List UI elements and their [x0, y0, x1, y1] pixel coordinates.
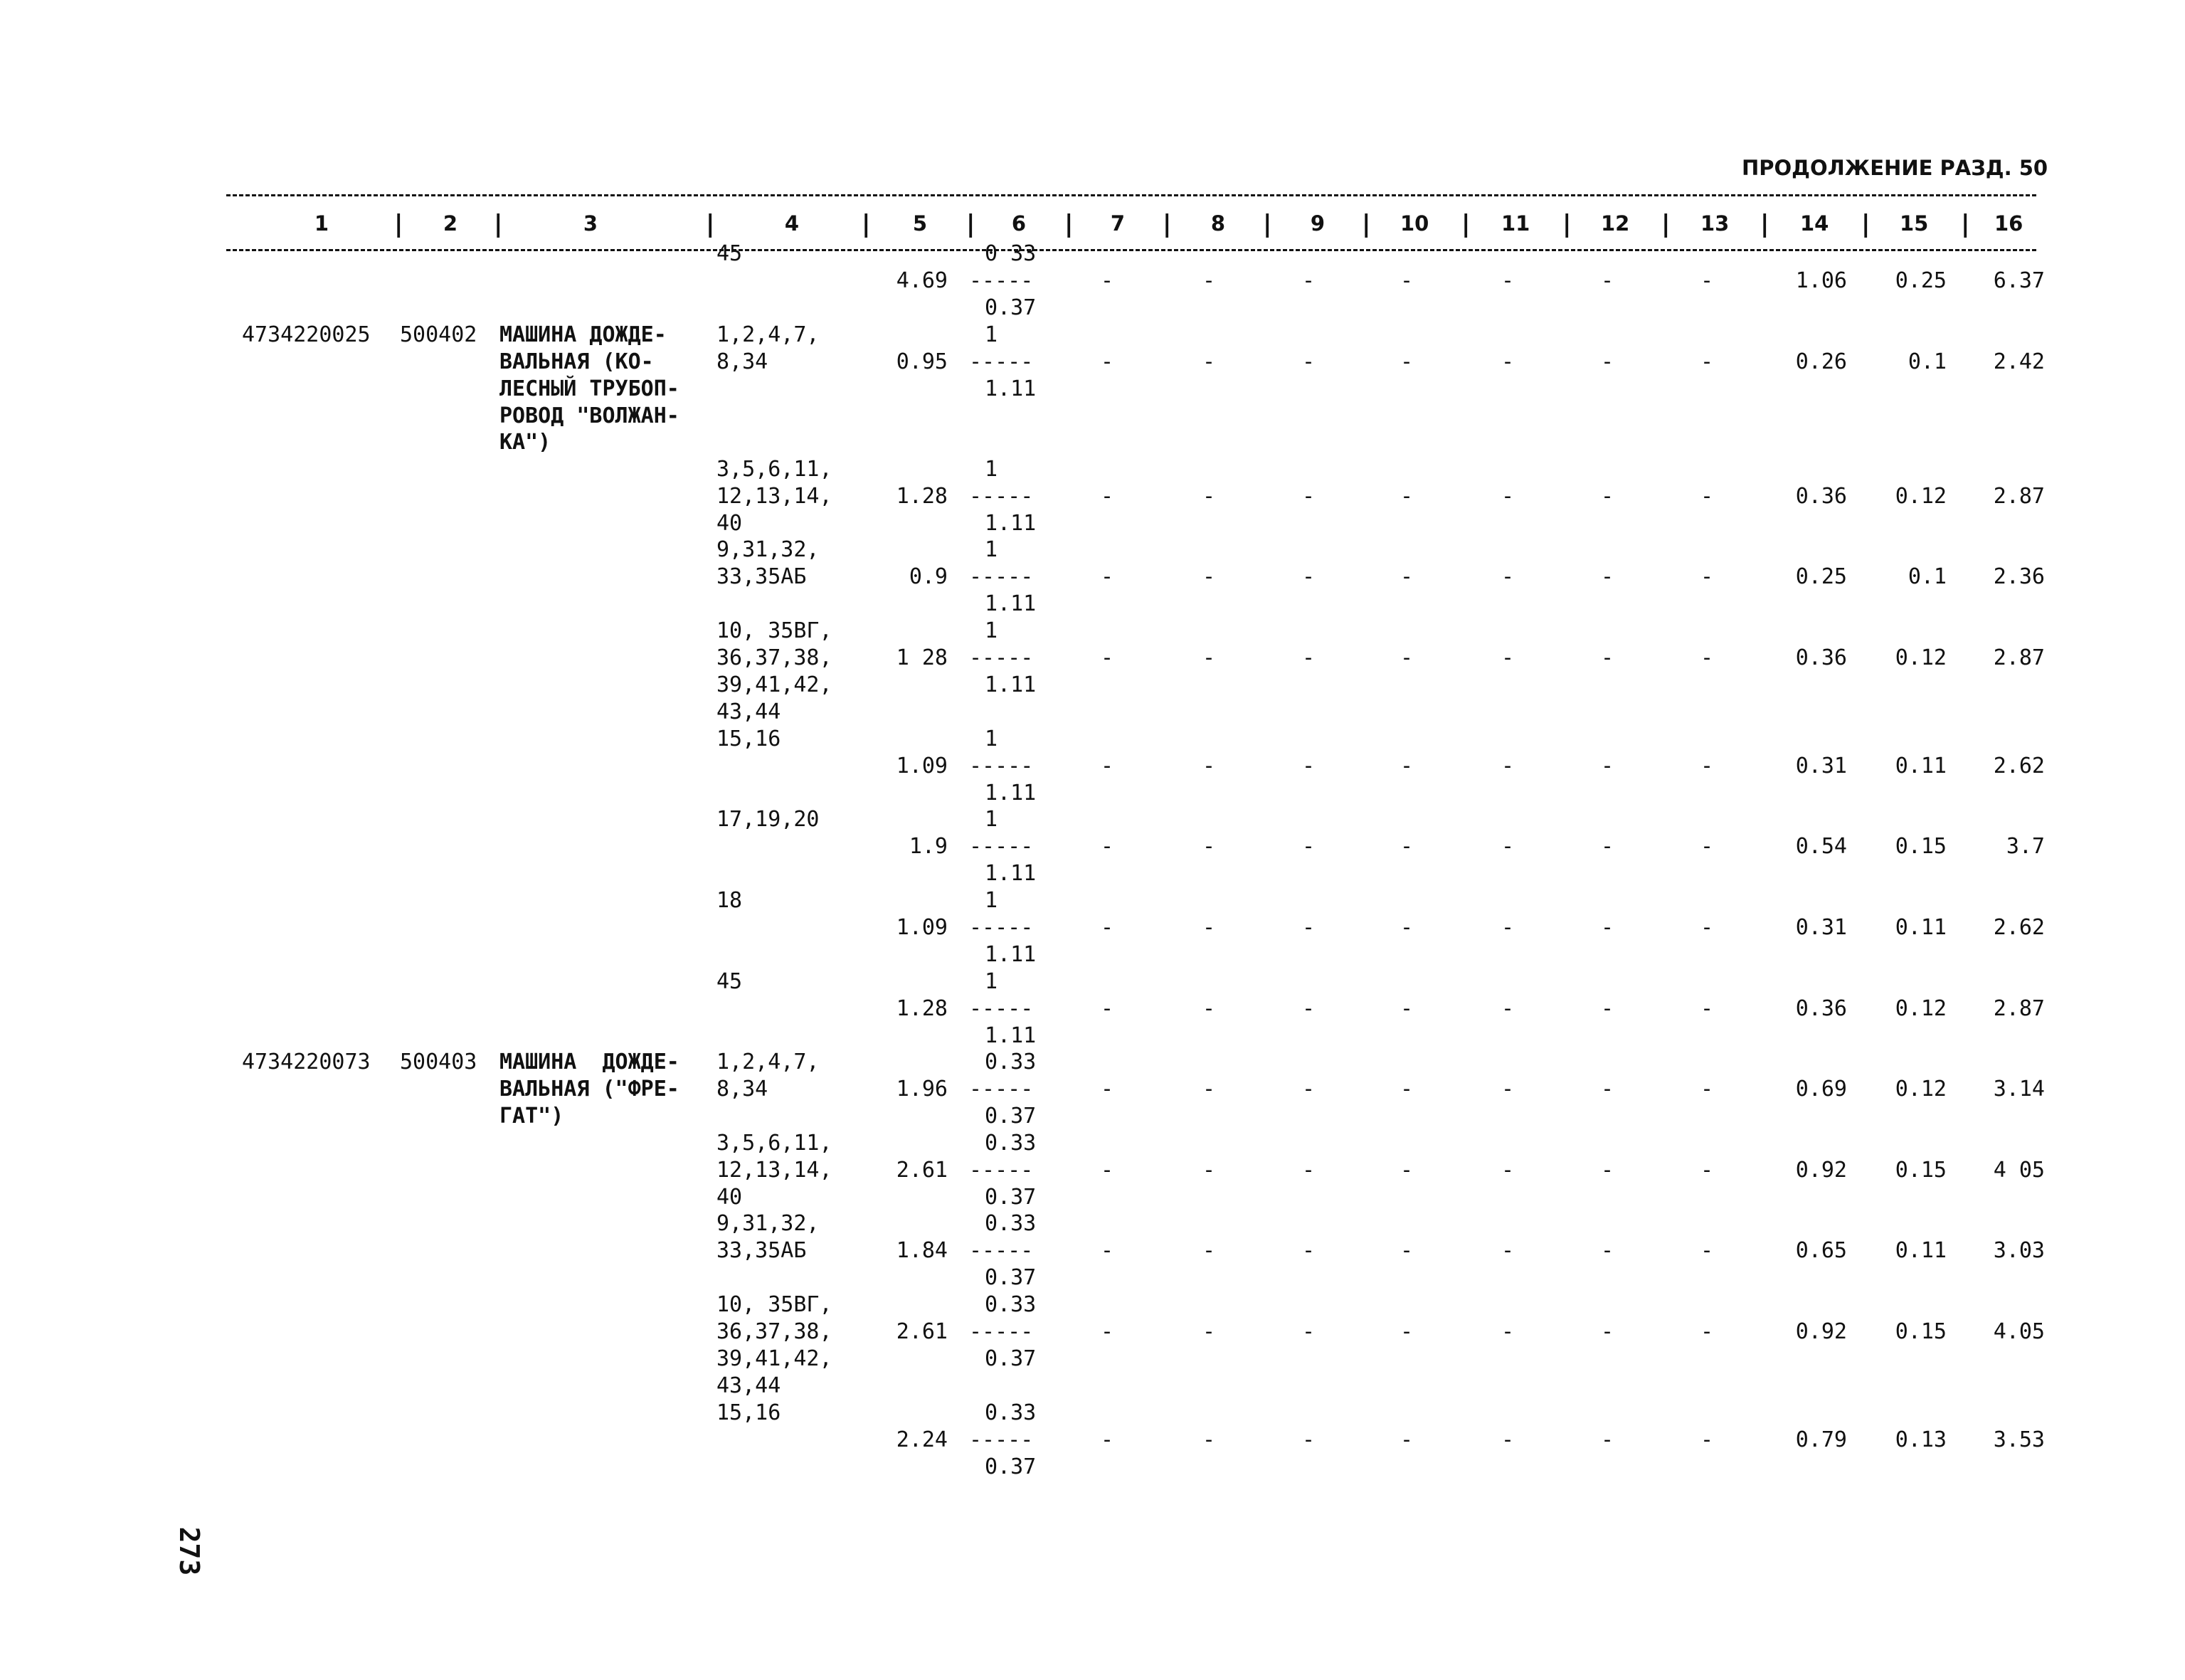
header-rule [226, 249, 2036, 251]
column-header-14: 14 [1800, 211, 1829, 236]
column-9-value: - [1302, 564, 1316, 589]
column-header-11: 11 [1501, 211, 1530, 236]
column-12-value: - [1601, 915, 1614, 940]
column-16-value: 4 05 [1993, 1158, 2045, 1183]
column-7-value: - [1101, 915, 1114, 940]
top-rule [226, 194, 2036, 196]
column-4-zones: 3,5,6,11, 12,13,14, 40 [716, 457, 832, 536]
column-separator: | [391, 210, 406, 238]
column-15-value: 0.11 [1895, 1238, 1947, 1263]
column-15-value: 0.15 [1895, 834, 1947, 859]
fraction-numerator: 1 [985, 457, 998, 482]
column-12-value: - [1601, 996, 1614, 1021]
column-12-value: - [1601, 645, 1614, 670]
item-name: МАШИНА ДОЖДЕ- ВАЛЬНАЯ (КО- ЛЕСНЫЙ ТРУБОП- РОВОД "ВОЛЖАН- КА") [499, 322, 679, 455]
column-7-value: - [1101, 645, 1114, 670]
column-4-zones: 10, 35ВГ, 36,37,38, 39,41,42, 43,44 [716, 618, 832, 724]
column-10-value: - [1400, 1158, 1414, 1183]
fraction-denominator: 1.11 [985, 591, 1037, 616]
column-5-value: 1.09 [896, 915, 948, 940]
column-14-value: 0.65 [1795, 1238, 1847, 1263]
column-4-zones: 15,16 [716, 727, 781, 752]
column-5-value: 0.9 [909, 564, 948, 589]
fraction-bar: ----- [969, 1238, 1034, 1263]
column-12-value: - [1601, 268, 1614, 293]
column-separator: | [1560, 210, 1575, 238]
column-5-value: 1.09 [896, 754, 948, 778]
column-4-zones: 1,2,4,7, 8,34 [716, 322, 820, 374]
column-12-value: - [1601, 564, 1614, 589]
column-8-value: - [1202, 915, 1216, 940]
column-14-value: 0.25 [1795, 564, 1847, 589]
column-5-value: 2.61 [896, 1319, 948, 1344]
column-9-value: - [1302, 834, 1316, 859]
column-5-value: 1.28 [896, 484, 948, 509]
column-separator: | [963, 210, 978, 238]
column-7-value: - [1101, 1238, 1114, 1263]
column-9-value: - [1302, 996, 1316, 1021]
fraction-denominator: 1.11 [985, 376, 1037, 401]
fraction-numerator: 1 [985, 727, 998, 752]
column-8-value: - [1202, 484, 1216, 509]
column-10-value: - [1400, 1319, 1414, 1344]
fraction-numerator: 0.33 [985, 1050, 1037, 1075]
column-4-zones: 3,5,6,11, 12,13,14, 40 [716, 1131, 832, 1210]
column-15-value: 0.12 [1895, 645, 1947, 670]
column-8-value: - [1202, 754, 1216, 778]
column-14-value: 0.36 [1795, 996, 1847, 1021]
column-5-value: 1.9 [909, 834, 948, 859]
column-13-value: - [1700, 1158, 1714, 1183]
column-10-value: - [1400, 564, 1414, 589]
column-15-value: 0.25 [1895, 268, 1947, 293]
column-7-value: - [1101, 1077, 1114, 1101]
column-8-value: - [1202, 268, 1216, 293]
fraction-numerator: 1 [985, 618, 998, 644]
column-12-value: - [1601, 1077, 1614, 1101]
column-12-value: - [1601, 1319, 1614, 1344]
column-7-value: - [1101, 268, 1114, 293]
column-5-value: 2.61 [896, 1158, 948, 1183]
column-8-value: - [1202, 1238, 1216, 1263]
column-11-value: - [1501, 349, 1515, 374]
column-7-value: - [1101, 564, 1114, 589]
column-12-value: - [1601, 349, 1614, 374]
fraction-bar: ----- [969, 834, 1034, 859]
fraction-denominator: 0.37 [985, 1184, 1037, 1210]
column-9-value: - [1302, 915, 1316, 940]
column-10-value: - [1400, 754, 1414, 778]
fraction-bar: ----- [969, 349, 1034, 374]
column-15-value: 0.11 [1895, 754, 1947, 778]
column-separator: | [1359, 210, 1374, 238]
column-14-value: 1.06 [1795, 268, 1847, 293]
column-12-value: - [1601, 484, 1614, 509]
fraction-denominator: 0.37 [985, 1454, 1037, 1479]
column-8-value: - [1202, 1427, 1216, 1452]
fraction-denominator: 1.11 [985, 780, 1037, 805]
column-11-value: - [1501, 1238, 1515, 1263]
column-10-value: - [1400, 1238, 1414, 1263]
fraction-numerator: 0.33 [985, 1400, 1037, 1426]
column-header-15: 15 [1900, 211, 1929, 236]
fraction-denominator: 1.11 [985, 510, 1037, 536]
column-header-12: 12 [1601, 211, 1630, 236]
page-title: ПРОДОЛЖЕНИЕ РАЗД. 50 [1742, 156, 2048, 180]
column-separator: | [1160, 210, 1175, 238]
column-header-1: 1 [314, 211, 329, 236]
fraction-denominator: 0.37 [985, 1264, 1037, 1290]
fraction-numerator: 1 [985, 807, 998, 833]
column-15-value: 0.12 [1895, 996, 1947, 1021]
fraction-bar: ----- [969, 484, 1034, 509]
column-11-value: - [1501, 268, 1515, 293]
column-9-value: - [1302, 1158, 1316, 1183]
column-8-value: - [1202, 1077, 1216, 1101]
column-13-value: - [1700, 1319, 1714, 1344]
column-separator: | [859, 210, 874, 238]
column-16-value: 2.42 [1993, 349, 2045, 374]
column-5-value: 1 28 [896, 645, 948, 670]
column-4-zones: 15,16 [716, 1400, 781, 1426]
column-16-value: 6.37 [1993, 268, 2045, 293]
column-header-10: 10 [1400, 211, 1429, 236]
column-8-value: - [1202, 996, 1216, 1021]
column-12-value: - [1601, 754, 1614, 778]
fraction-numerator: 0 33 [985, 241, 1037, 267]
column-13-value: - [1700, 834, 1714, 859]
column-11-value: - [1501, 915, 1515, 940]
column-separator: | [491, 210, 506, 238]
column-11-value: - [1501, 484, 1515, 509]
column-header-16: 16 [1994, 211, 2023, 236]
column-16-value: 3.03 [1993, 1238, 2045, 1263]
fraction-bar: ----- [969, 1427, 1034, 1452]
column-9-value: - [1302, 1077, 1316, 1101]
column-9-value: - [1302, 268, 1316, 293]
column-5-value: 2.24 [896, 1427, 948, 1452]
fraction-numerator: 1 [985, 969, 998, 995]
column-4-zones: 45 [716, 241, 743, 267]
fraction-bar: ----- [969, 564, 1034, 589]
column-4-zones: 17,19,20 [716, 807, 820, 833]
column-13-value: - [1700, 915, 1714, 940]
column-13-value: - [1700, 349, 1714, 374]
column-11-value: - [1501, 1427, 1515, 1452]
column-16-value: 2.62 [1993, 754, 2045, 778]
column-13-value: - [1700, 996, 1714, 1021]
fraction-denominator: 0.37 [985, 1346, 1037, 1371]
fraction-denominator: 1.11 [985, 860, 1037, 886]
column-7-value: - [1101, 484, 1114, 509]
column-5-value: 1.96 [896, 1077, 948, 1101]
column-separator: | [1757, 210, 1772, 238]
fraction-numerator: 0.33 [985, 1131, 1037, 1156]
fraction-numerator: 1 [985, 322, 998, 348]
column-header-4: 4 [784, 211, 800, 236]
column-11-value: - [1501, 1158, 1515, 1183]
column-11-value: - [1501, 1319, 1515, 1344]
fraction-denominator: 1.11 [985, 1023, 1037, 1048]
column-10-value: - [1400, 349, 1414, 374]
column-16-value: 2.36 [1993, 564, 2045, 589]
column-10-value: - [1400, 1077, 1414, 1101]
column-9-value: - [1302, 645, 1316, 670]
column-13-value: - [1700, 564, 1714, 589]
column-15-value: 0.15 [1895, 1319, 1947, 1344]
item-code: 500402 [400, 322, 477, 348]
column-8-value: - [1202, 1319, 1216, 1344]
column-11-value: - [1501, 754, 1515, 778]
column-13-value: - [1700, 268, 1714, 293]
column-15-value: 0.12 [1895, 1077, 1947, 1101]
column-8-value: - [1202, 564, 1216, 589]
column-4-zones: 10, 35ВГ, 36,37,38, 39,41,42, 43,44 [716, 1292, 832, 1398]
column-4-zones: 45 [716, 969, 743, 995]
column-header-6: 6 [1011, 211, 1027, 236]
column-9-value: - [1302, 754, 1316, 778]
fraction-bar: ----- [969, 268, 1034, 293]
column-10-value: - [1400, 834, 1414, 859]
column-separator: | [1459, 210, 1474, 238]
column-15-value: 0.1 [1908, 564, 1947, 589]
column-5-value: 4.69 [896, 268, 948, 293]
column-14-value: 0.92 [1795, 1158, 1847, 1183]
fraction-denominator: 0.37 [985, 1103, 1037, 1129]
column-8-value: - [1202, 645, 1216, 670]
item-name: МАШИНА ДОЖДЕ- ВАЛЬНАЯ ("ФРЕ- ГАТ") [499, 1050, 679, 1129]
column-7-value: - [1101, 1158, 1114, 1183]
column-11-value: - [1501, 645, 1515, 670]
column-4-zones: 18 [716, 888, 743, 914]
column-10-value: - [1400, 1427, 1414, 1452]
fraction-bar: ----- [969, 996, 1034, 1021]
column-header-8: 8 [1210, 211, 1226, 236]
column-15-value: 0.11 [1895, 915, 1947, 940]
column-13-value: - [1700, 645, 1714, 670]
column-5-value: 0.95 [896, 349, 948, 374]
column-8-value: - [1202, 349, 1216, 374]
column-9-value: - [1302, 484, 1316, 509]
column-10-value: - [1400, 915, 1414, 940]
column-15-value: 0.13 [1895, 1427, 1947, 1452]
column-10-value: - [1400, 484, 1414, 509]
column-16-value: 3.14 [1993, 1077, 2045, 1101]
column-15-value: 0.15 [1895, 1158, 1947, 1183]
column-9-value: - [1302, 1427, 1316, 1452]
column-16-value: 3.7 [2006, 834, 2045, 859]
column-14-value: 0.36 [1795, 484, 1847, 509]
column-5-value: 1.28 [896, 996, 948, 1021]
column-10-value: - [1400, 996, 1414, 1021]
column-16-value: 2.87 [1993, 484, 2045, 509]
column-9-value: - [1302, 1319, 1316, 1344]
column-15-value: 0.12 [1895, 484, 1947, 509]
column-header-13: 13 [1700, 211, 1730, 236]
column-8-value: - [1202, 834, 1216, 859]
column-8-value: - [1202, 1158, 1216, 1183]
column-16-value: 4.05 [1993, 1319, 2045, 1344]
column-header-7: 7 [1110, 211, 1126, 236]
page-number: 273 [174, 1526, 205, 1576]
product-code: 4734220025 [242, 322, 371, 348]
column-13-value: - [1700, 1238, 1714, 1263]
column-11-value: - [1501, 1077, 1515, 1101]
item-code: 500403 [400, 1050, 477, 1075]
column-11-value: - [1501, 834, 1515, 859]
column-11-value: - [1501, 996, 1515, 1021]
fraction-bar: ----- [969, 915, 1034, 940]
column-7-value: - [1101, 1319, 1114, 1344]
fraction-bar: ----- [969, 1319, 1034, 1344]
column-12-value: - [1601, 834, 1614, 859]
column-15-value: 0.1 [1908, 349, 1947, 374]
column-7-value: - [1101, 349, 1114, 374]
column-14-value: 0.69 [1795, 1077, 1847, 1101]
fraction-denominator: 0.37 [985, 295, 1037, 320]
column-14-value: 0.31 [1795, 915, 1847, 940]
fraction-denominator: 1.11 [985, 672, 1037, 697]
column-separator: | [1260, 210, 1275, 238]
column-13-value: - [1700, 1427, 1714, 1452]
column-12-value: - [1601, 1427, 1614, 1452]
fraction-numerator: 0.33 [985, 1211, 1037, 1237]
column-16-value: 2.87 [1993, 645, 2045, 670]
fraction-numerator: 0.33 [985, 1292, 1037, 1318]
column-14-value: 0.92 [1795, 1319, 1847, 1344]
column-separator: | [1658, 210, 1673, 238]
column-16-value: 3.53 [1993, 1427, 2045, 1452]
column-7-value: - [1101, 834, 1114, 859]
column-13-value: - [1700, 1077, 1714, 1101]
column-16-value: 2.62 [1993, 915, 2045, 940]
column-header-5: 5 [912, 211, 928, 236]
column-7-value: - [1101, 1427, 1114, 1452]
fraction-bar: ----- [969, 754, 1034, 778]
column-16-value: 2.87 [1993, 996, 2045, 1021]
product-code: 4734220073 [242, 1050, 371, 1075]
column-header-2: 2 [443, 211, 458, 236]
column-4-zones: 1,2,4,7, 8,34 [716, 1050, 820, 1101]
column-14-value: 0.31 [1795, 754, 1847, 778]
fraction-numerator: 1 [985, 888, 998, 914]
column-14-value: 0.79 [1795, 1427, 1847, 1452]
column-7-value: - [1101, 754, 1114, 778]
column-10-value: - [1400, 645, 1414, 670]
column-separator: | [1062, 210, 1076, 238]
fraction-bar: ----- [969, 1077, 1034, 1101]
column-12-value: - [1601, 1238, 1614, 1263]
column-12-value: - [1601, 1158, 1614, 1183]
fraction-denominator: 1.11 [985, 941, 1037, 967]
column-4-zones: 9,31,32, 33,35АБ [716, 1211, 820, 1263]
column-14-value: 0.36 [1795, 645, 1847, 670]
column-4-zones: 9,31,32, 33,35АБ [716, 537, 820, 589]
column-7-value: - [1101, 996, 1114, 1021]
column-separator: | [1958, 210, 1973, 238]
column-13-value: - [1700, 484, 1714, 509]
fraction-bar: ----- [969, 1158, 1034, 1183]
column-9-value: - [1302, 1238, 1316, 1263]
column-5-value: 1.84 [896, 1238, 948, 1263]
column-10-value: - [1400, 268, 1414, 293]
column-11-value: - [1501, 564, 1515, 589]
column-9-value: - [1302, 349, 1316, 374]
column-separator: | [1858, 210, 1873, 238]
column-14-value: 0.26 [1795, 349, 1847, 374]
column-separator: | [703, 210, 718, 238]
column-14-value: 0.54 [1795, 834, 1847, 859]
column-13-value: - [1700, 754, 1714, 778]
column-header-3: 3 [583, 211, 598, 236]
column-header-9: 9 [1310, 211, 1326, 236]
fraction-numerator: 1 [985, 537, 998, 563]
fraction-bar: ----- [969, 645, 1034, 670]
